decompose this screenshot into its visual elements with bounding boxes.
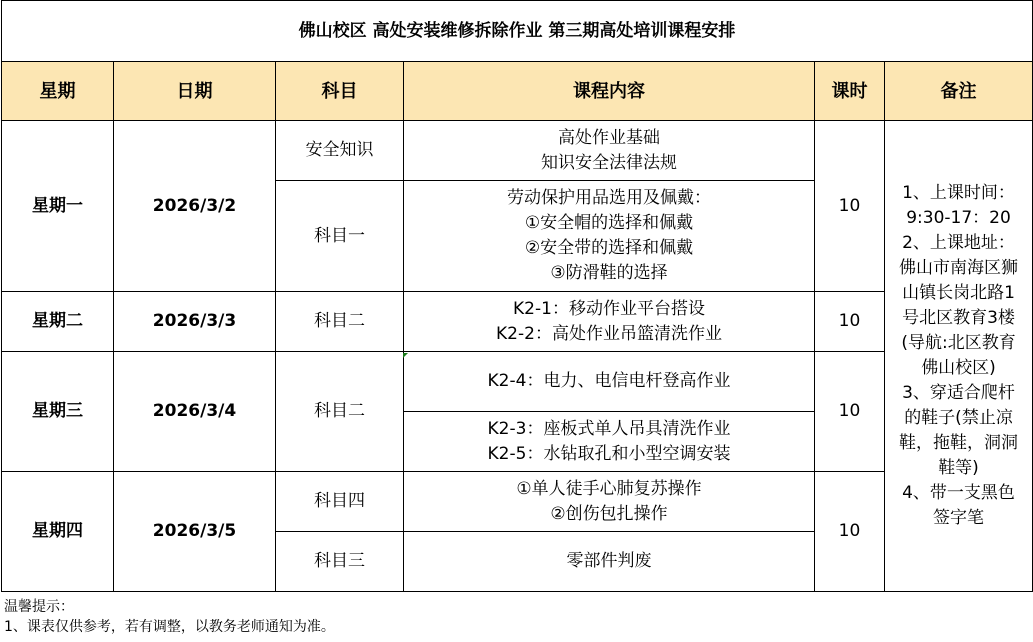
subject-cell: 科目四	[276, 472, 404, 532]
footer-note: 1、课表仅供参考，若有调整，以教务老师通知为准。	[4, 619, 335, 635]
hours-cell: 10	[815, 352, 885, 472]
hours-cell: 10	[815, 292, 885, 352]
remark-line: 鞋，拖鞋，洞洞	[899, 433, 1019, 453]
date-cell: 2026/3/2	[114, 121, 276, 292]
remark-line: 签字笔	[933, 508, 985, 528]
remark-line: 1、上课时间：	[902, 183, 1015, 203]
content-line: 高处作业基础	[558, 127, 660, 148]
date-cell: 2026/3/3	[114, 292, 276, 352]
header-subject: 科目	[276, 62, 404, 121]
subject-cell: 安全知识	[276, 121, 404, 181]
header-weekday: 星期	[2, 62, 114, 121]
content-cell	[404, 181, 815, 292]
content-line: 劳动保护用品选用及佩戴：	[507, 188, 711, 208]
hours-cell: 10	[815, 472, 885, 592]
header-content: 课程内容	[404, 62, 815, 121]
content-line: ①安全帽的选择和佩戴	[524, 213, 694, 233]
weekday-cell: 星期二	[2, 292, 114, 352]
subject-cell: 科目二	[276, 292, 404, 352]
content-line: K2-4：电力、电信电杆登高作业	[487, 371, 731, 391]
table-row	[2, 352, 1033, 412]
header-date: 日期	[114, 62, 276, 121]
content-line: ①单人徒手心肺复苏操作	[516, 478, 702, 499]
remark-line: 佛山市南海区狮	[899, 258, 1019, 278]
weekday-cell: 星期三	[2, 352, 114, 472]
remark-line: 山镇长岗北路1	[902, 283, 1015, 303]
remark-line: 3、穿适合爬杆	[902, 383, 1015, 403]
subject-cell: 科目三	[276, 532, 404, 592]
date-cell: 2026/3/4	[114, 352, 276, 472]
remark-line: 佛山校区)	[921, 358, 996, 378]
schedule-table	[1, 0, 1033, 592]
content-cell	[404, 292, 815, 352]
remark-line: 的鞋子(禁止凉	[904, 408, 1013, 428]
date-cell: 2026/3/5	[114, 472, 276, 592]
table-row	[2, 472, 1033, 532]
content-line: K2-5：水钻取孔和小型空调安装	[487, 443, 731, 464]
subject-cell: 科目二	[276, 352, 404, 472]
content-line: ②创伤包扎操作	[550, 503, 668, 524]
weekday-cell: 星期四	[2, 472, 114, 592]
remark-line: 4、带一支黑色	[902, 483, 1015, 503]
header-row	[2, 62, 1033, 121]
cell-comment-marker	[403, 353, 408, 358]
remark-line: 2、上课地址：	[902, 233, 1015, 253]
content-cell	[404, 412, 815, 472]
remark-line: 鞋等)	[938, 458, 979, 478]
remark-line: 9:30-17：20	[906, 208, 1011, 228]
header-hours: 课时	[815, 62, 885, 121]
hours-cell: 10	[815, 121, 885, 292]
content-line: 零部件判废	[566, 551, 652, 571]
table-row	[2, 121, 1033, 181]
content-line: K2-2：高处作业吊篮清洗作业	[496, 323, 722, 344]
content-cell	[404, 352, 815, 412]
header-remarks: 备注	[885, 62, 1033, 121]
content-cell	[404, 121, 815, 181]
content-line: 知识安全法律法规	[541, 152, 677, 173]
remark-line: 号北区教育3楼	[902, 308, 1015, 328]
content-line: K2-1：移动作业平台搭设	[513, 298, 705, 319]
table-row	[2, 292, 1033, 352]
footer-label: 温馨提示：	[4, 599, 74, 615]
weekday-cell: 星期一	[2, 121, 114, 292]
subject-cell: 科目一	[276, 181, 404, 292]
page-title: 佛山校区 高处安装维修拆除作业 第三期高处培训课程安排	[2, 1, 1033, 62]
remarks-cell	[885, 121, 1033, 592]
content-line: K2-3：座板式单人吊具清洗作业	[487, 418, 731, 439]
remark-line: (导航:北区教育	[901, 333, 1016, 353]
content-line: ②安全带的选择和佩戴	[524, 238, 694, 258]
content-cell	[404, 472, 815, 532]
content-cell	[404, 532, 815, 592]
content-line: ③防滑鞋的选择	[550, 263, 668, 283]
